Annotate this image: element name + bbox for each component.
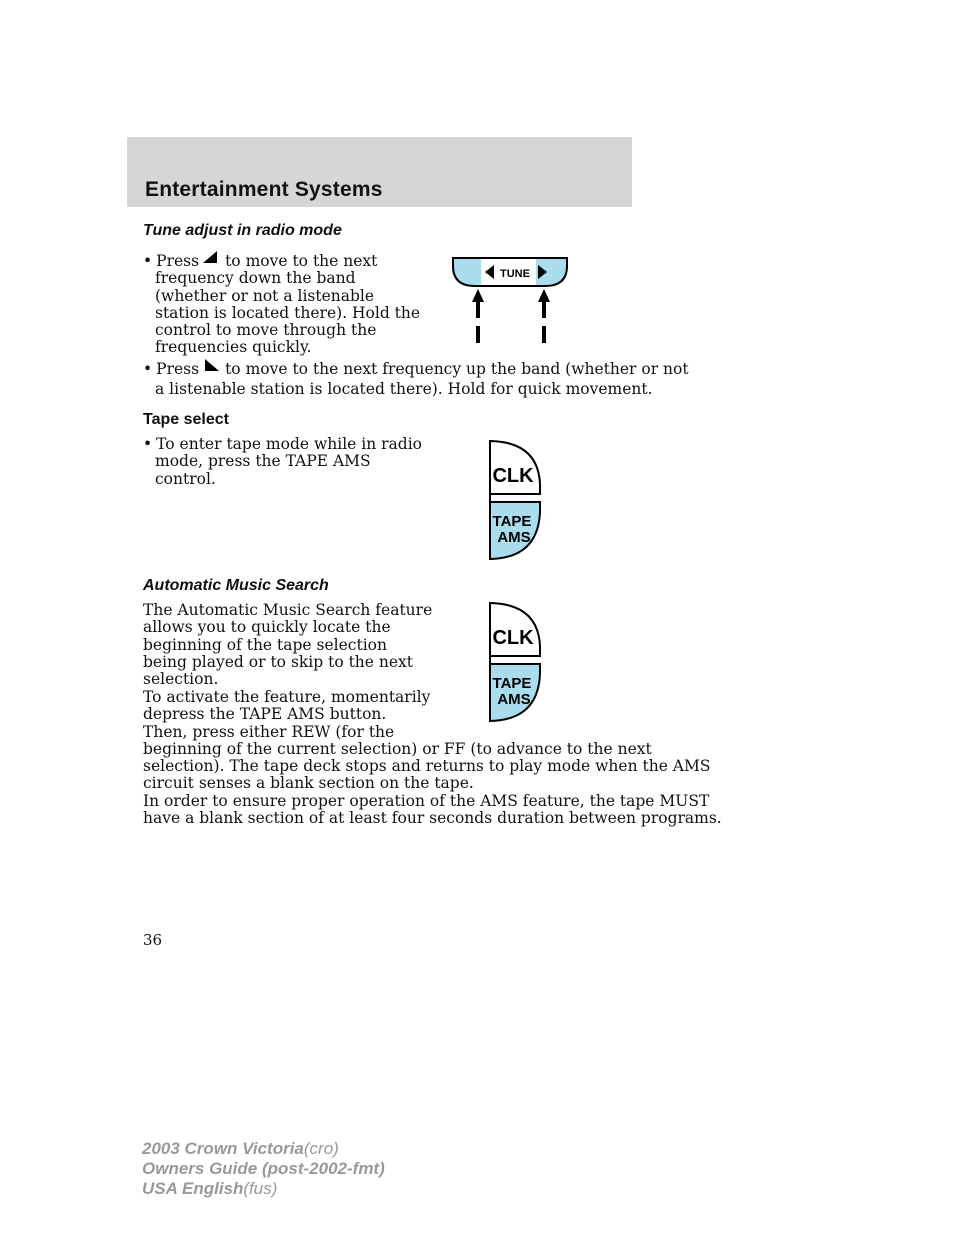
bullet-tape-mode: • To enter tape mode while in radio mode, press the TAPE AMS control. — [143, 435, 422, 488]
tape-label: TAPE — [492, 513, 532, 530]
ams-paragraph-3: In order to ensure proper operation of the AMS feature, the tape MUST have a blank section of at least four seconds duration between programs. — [143, 792, 722, 828]
bullet-tune-up: • Press to move to the next frequency up the band (whether or not a listenable station is located there). Hold for quick movement. — [143, 357, 689, 399]
pointer-arrow-left-icon — [472, 289, 484, 302]
heading-ams: Automatic Music Search — [143, 577, 329, 594]
bullet-dot: • — [143, 252, 153, 270]
tune-label: TUNE — [500, 268, 530, 280]
heading-tape-select: Tape select — [143, 411, 229, 428]
ams-paragraph-2: To activate the feature, momentarily depress the TAPE AMS button. Then, press either REW (for the beginning of the current selection) or FF (to advance to the next selection). The tape deck stops and returns to play mode when the AMS circuit senses a blank section on the tape. — [143, 688, 711, 793]
tape-label: TAPE — [492, 675, 532, 692]
right-arrow-icon — [199, 357, 225, 375]
ams-label: AMS — [497, 529, 531, 546]
heading-tune-adjust: Tune adjust in radio mode — [143, 222, 342, 239]
footer: 2003 Crown Victoria(cro) Owners Guide (post-2002-fmt) USA English(fus) — [142, 1139, 385, 1198]
ams-paragraph-1: The Automatic Music Search feature allows you to quickly locate the beginning of the tape selection being played or to skip to the next selection. — [143, 601, 433, 689]
clk-label: CLK — [492, 627, 534, 649]
ams-label: AMS — [497, 691, 531, 708]
clk-tape-ams-diagram-1 — [486, 436, 546, 564]
left-arrow-icon — [199, 249, 225, 267]
page-number: 36 — [143, 931, 163, 949]
clk-label: CLK — [492, 465, 534, 487]
tune-control-diagram — [447, 252, 572, 347]
pointer-arrow-right-icon — [538, 289, 550, 302]
bullet-dot: • — [143, 435, 153, 453]
section-title: Entertainment Systems — [145, 178, 383, 201]
bullet-tune-down: • Press to move to the next frequency down the band (whether or not a listenable station is located there). Hold the control to move through the frequencies quickly. — [143, 249, 420, 357]
bullet-dot: • — [143, 360, 153, 378]
